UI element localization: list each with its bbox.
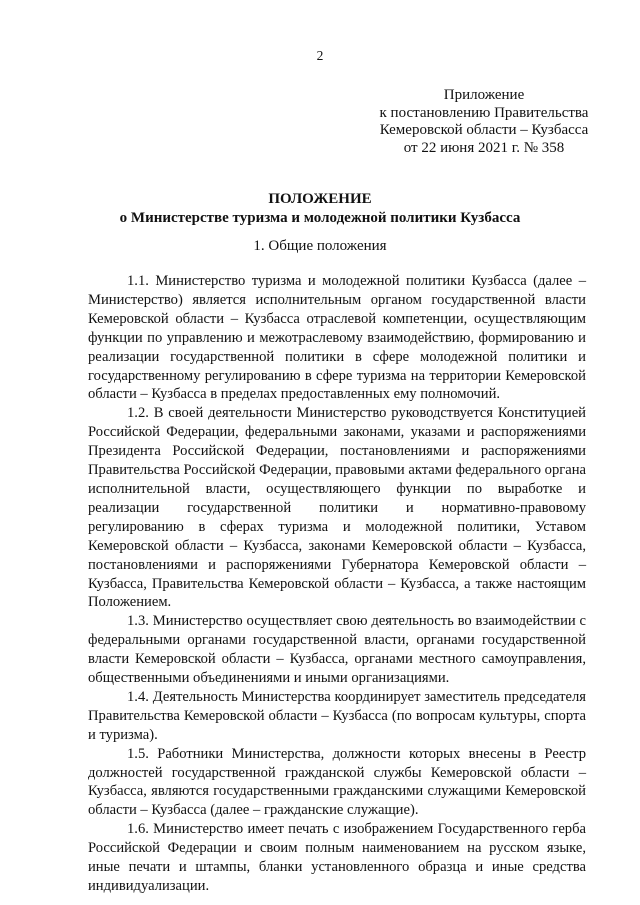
appendix-line-3: Кемеровской области – Кузбасса: [379, 122, 589, 138]
paragraph-1-1: 1.1. Министерство туризма и молодежной политики Кузбасса (далее – Министерство) является исполнительным органом государственной власти Кемеровской области – Кузбасса отраслевой компетенции, осуществляющим функции по управлению и межотраслевому взаимодействию, формированию и реализации государственной политики в сфере молодежной политики и государственному регулированию в сфере туризма на территории Кемеровской области – Кузбасса в пределах предоставленных ему полномочий.: [88, 273, 586, 403]
paragraph-1-3: 1.3. Министерство осуществляет свою деятельность во взаимодействии с федеральными органами государственной власти, органами государственной власти Кемеровской области – Кузбасса, органами местного самоуправления, общественными объединениями и иными организациями.: [88, 613, 586, 687]
paragraph-1-5: 1.5. Работники Министерства, должности которых внесены в Реестр должностей государственной гражданской службы Кемеровской области – Кузбасса, являются государственными гражданскими служащими Кемеровской области – Кузбасса (далее – гражданские служащие).: [88, 745, 586, 819]
document-title: ПОЛОЖЕНИЕ: [268, 191, 372, 207]
paragraph-1-4: 1.4. Деятельность Министерства координирует заместитель председателя Правительства Кемеровской области – Кузбасса (по вопросам культуры, спорта и туризма).: [88, 688, 586, 743]
paragraph-1-2: 1.2. В своей деятельности Министерство руководствуется Конституцией Российской Федерации, федеральными законами, указами и распоряжениями Президента Российской Федерации, постановлениями и распоряжениями Правительства Российской Федерации, правовыми актами федерального органа исполнительной власти, осуществляющего функции по выработке и реализации государственной политики и нормативно-правовому регулированию в сферах туризма и молодежной политики, Уставом Кемеровской области – Кузбасса, законами Кемеровской области – Кузбасса, постановлениями и распоряжениями Губернатора Кемеровской области – Кузбасса, Правительства Кемеровской области – Кузбасса, а также настоящим Положением.: [88, 405, 586, 611]
appendix-line-2: к постановлению Правительства: [379, 104, 589, 121]
document-title-block: [0, 190, 640, 228]
appendix-line-4: от 22 июня 2021 г. № 358: [403, 139, 565, 156]
document-subtitle: о Министерстве туризма и молодежной политики Кузбасса: [119, 210, 521, 226]
appendix-block: [376, 87, 592, 157]
document-body: [88, 272, 586, 896]
appendix-line-1: Приложение: [443, 87, 525, 103]
paragraph-1-6: 1.6. Министерство имеет печать с изображением Государственного герба Российской Федерации и своим полным наименованием на русском языке, иные печати и штампы, бланки установленного образца и иные средства индивидуализации.: [88, 821, 586, 894]
page-number: 2: [316, 48, 324, 63]
section-heading: 1. Общие положения: [253, 238, 387, 254]
